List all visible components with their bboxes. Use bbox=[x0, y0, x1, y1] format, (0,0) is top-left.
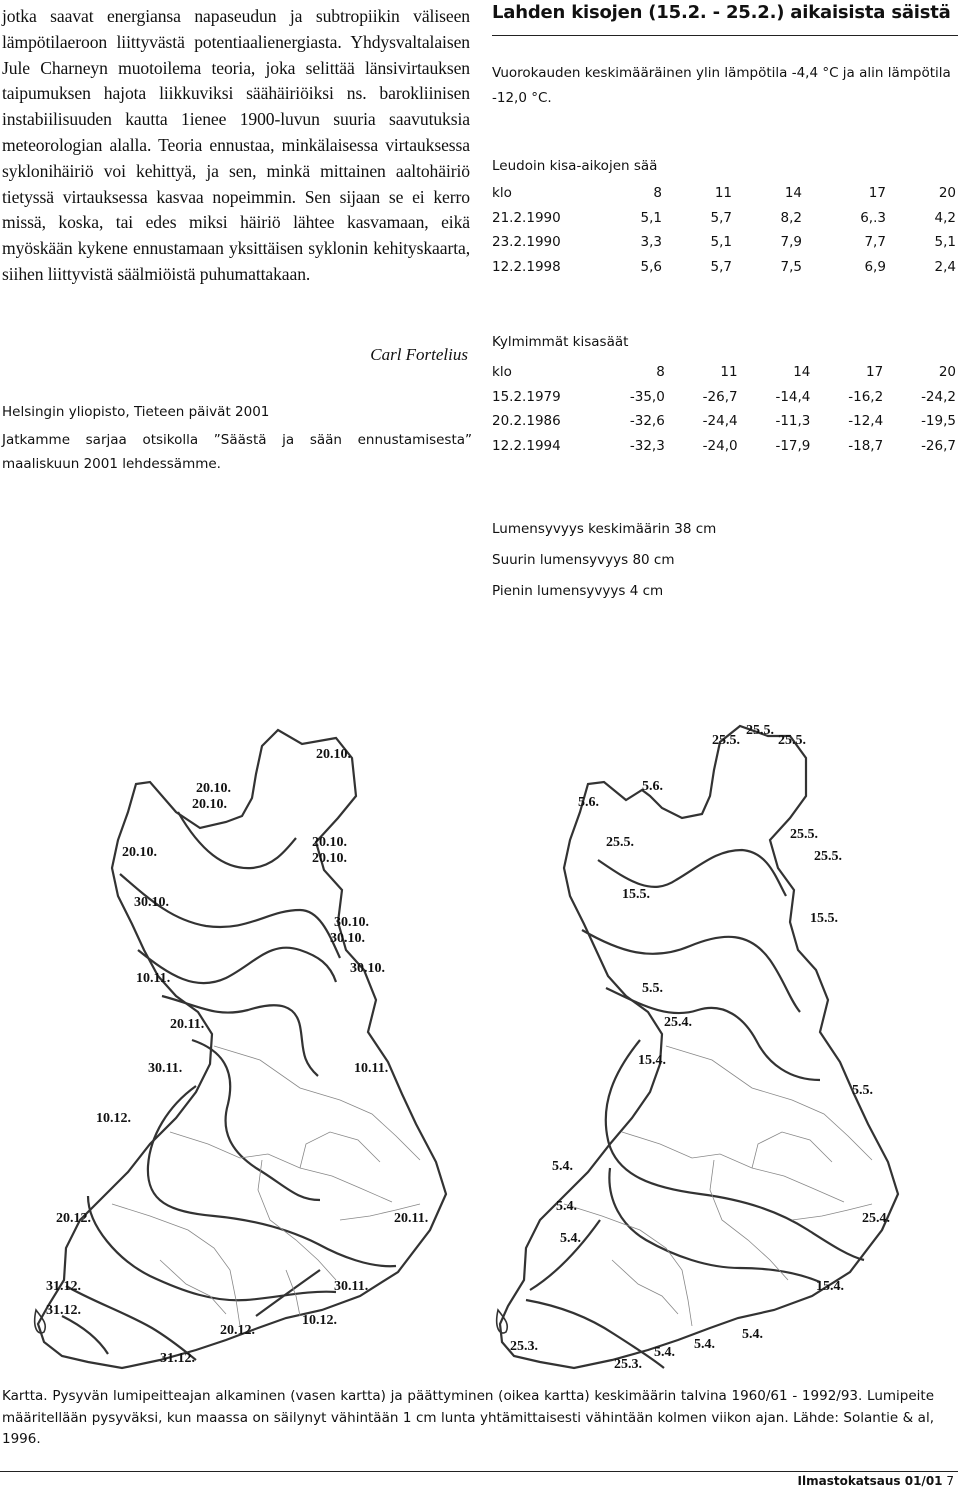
map-label: 10.12. bbox=[96, 1111, 131, 1126]
snow-max: Suurin lumensyvyys 80 cm bbox=[492, 552, 675, 568]
title-rule bbox=[492, 35, 958, 36]
right-map-outline bbox=[500, 726, 898, 1368]
table-cell: -26,7 bbox=[921, 437, 956, 454]
table-cell: 7,9 bbox=[780, 234, 802, 250]
map-label: 20.11. bbox=[170, 1017, 205, 1032]
header-cell: klo bbox=[492, 364, 512, 380]
map-label: 15.4. bbox=[638, 1053, 666, 1068]
header-cell: 11 bbox=[720, 364, 738, 380]
map-label: 5.6. bbox=[578, 795, 599, 810]
snow-average: Lumensyvyys keskimäärin 38 cm bbox=[492, 521, 717, 537]
header-cell: 14 bbox=[784, 185, 802, 201]
mild-weather-table bbox=[492, 185, 956, 283]
map-label: 5.4. bbox=[742, 1327, 763, 1342]
map-label: 25.5. bbox=[778, 733, 806, 748]
map-label: 5.4. bbox=[552, 1159, 573, 1174]
map-label: 5.4. bbox=[694, 1337, 715, 1352]
table-cell: -11,3 bbox=[775, 413, 811, 429]
header-cell: 17 bbox=[866, 364, 884, 380]
map-label: 5.6. bbox=[642, 779, 663, 794]
header-cell: 8 bbox=[653, 185, 662, 201]
table-row bbox=[492, 389, 956, 414]
map-label: 5.4. bbox=[560, 1231, 581, 1246]
table-row bbox=[492, 438, 956, 463]
map-label: 31.12. bbox=[46, 1279, 81, 1294]
table-cell: -26,7 bbox=[702, 388, 738, 405]
table-row bbox=[492, 210, 956, 235]
map-label: 10.12. bbox=[302, 1313, 337, 1328]
sidebar-title: Lahden kisojen (15.2. - 25.2.) aikaisista säistä bbox=[492, 2, 951, 23]
map-label: 25.3. bbox=[614, 1357, 642, 1372]
map-label: 10.11. bbox=[136, 971, 171, 986]
map-label: 15.5. bbox=[622, 887, 650, 902]
table-row bbox=[492, 259, 956, 284]
map-label: 25.4. bbox=[664, 1015, 692, 1030]
table-cell: 12.2.1998 bbox=[492, 258, 561, 275]
left-map-labels bbox=[46, 747, 428, 1366]
table-cell: -32,6 bbox=[629, 413, 665, 429]
cold-table-title: Kylmimmät kisasäät bbox=[492, 334, 629, 350]
map-label: 5.5. bbox=[642, 981, 663, 996]
table-row bbox=[492, 413, 956, 438]
table-header-row bbox=[492, 364, 956, 389]
map-label: 20.12. bbox=[220, 1323, 255, 1338]
map-label: 30.10. bbox=[134, 895, 169, 910]
cold-weather-table bbox=[492, 364, 956, 462]
table-cell: 15.2.1979 bbox=[492, 388, 561, 405]
article-column bbox=[2, 4, 470, 288]
right-map bbox=[497, 726, 898, 1368]
map-label: 20.12. bbox=[56, 1211, 91, 1226]
page-number: 7 bbox=[946, 1474, 954, 1488]
table-row bbox=[492, 234, 956, 259]
map-label: 30.11. bbox=[148, 1061, 183, 1076]
right-map-labels bbox=[510, 723, 890, 1372]
table-cell: 6,9 bbox=[864, 258, 886, 275]
table-cell: -24,2 bbox=[921, 388, 956, 405]
footer-rule bbox=[0, 1471, 958, 1472]
map-label: 20.10. bbox=[312, 851, 347, 866]
map-label: 25.5. bbox=[790, 827, 818, 842]
map-label: 5.4. bbox=[556, 1199, 577, 1214]
map-label: 5.4. bbox=[654, 1345, 675, 1360]
map-label: 30.10. bbox=[350, 961, 385, 976]
map-label: 30.10. bbox=[334, 915, 369, 930]
map-label: 20.10. bbox=[196, 781, 231, 796]
table-cell: 4,2 bbox=[934, 209, 956, 226]
map-label: 31.12. bbox=[46, 1303, 81, 1318]
table-cell: 5,1 bbox=[710, 234, 732, 250]
map-label: 31.12. bbox=[160, 1351, 195, 1366]
table-header-row bbox=[492, 185, 956, 210]
map-label: 30.11. bbox=[334, 1279, 369, 1294]
table-cell: 2,4 bbox=[934, 258, 956, 275]
table-cell: 7,5 bbox=[780, 258, 802, 275]
header-cell: 20 bbox=[938, 364, 956, 380]
map-label: 25.5. bbox=[606, 835, 634, 850]
map-label: 30.10. bbox=[330, 931, 365, 946]
table-cell: 5,7 bbox=[710, 258, 732, 275]
table-cell: -24,4 bbox=[702, 413, 738, 429]
table-cell: 5,1 bbox=[640, 209, 662, 226]
map-label: 15.5. bbox=[810, 911, 838, 926]
table-cell: 20.2.1986 bbox=[492, 413, 561, 429]
map-label: 25.4. bbox=[862, 1211, 890, 1226]
table-cell: 3,3 bbox=[640, 234, 662, 250]
table-cell: -24,0 bbox=[702, 437, 738, 454]
map-label: 10.11. bbox=[354, 1061, 389, 1076]
table-cell: 5,1 bbox=[934, 234, 956, 250]
map-label: 15.4. bbox=[816, 1279, 844, 1294]
table-cell: -18,7 bbox=[848, 437, 884, 454]
map-label: 5.5. bbox=[852, 1083, 873, 1098]
table-cell: 12.2.1994 bbox=[492, 437, 561, 454]
table-cell: 7,7 bbox=[864, 234, 886, 250]
header-cell: 14 bbox=[793, 364, 811, 380]
map-label: 25.5. bbox=[814, 849, 842, 864]
left-map bbox=[35, 730, 446, 1368]
snow-depth-list bbox=[492, 514, 716, 607]
source-line: Helsingin yliopisto, Tieteen päivät 2001 bbox=[2, 404, 270, 420]
table-cell: -32,3 bbox=[629, 437, 665, 454]
page-footer bbox=[798, 1474, 954, 1488]
publication-name: Ilmastokatsaus 01/01 bbox=[797, 1474, 943, 1488]
table-cell: -12,4 bbox=[848, 413, 884, 429]
snow-min: Pienin lumensyvyys 4 cm bbox=[492, 583, 664, 599]
author-name: Carl Fortelius bbox=[370, 345, 468, 364]
map-label: 20.10. bbox=[122, 845, 157, 860]
mild-table-title: Leudoin kisa-aikojen sää bbox=[492, 158, 658, 174]
table-cell: -19,5 bbox=[921, 413, 956, 429]
map-label: 20.10. bbox=[192, 797, 227, 812]
table-cell: 21.2.1990 bbox=[492, 209, 561, 226]
article-paragraph: jotka saavat energiansa napaseudun ja subtropiikin väliseen lämpötilaeroon liittyvästä potentiaalienergiasta. Yhdysvaltalaisen Jule Charneyn muotoilema teoria, joka selittää länsivirtauksen taipumuksen hajota liikkuviksi säähäiriöiksi ns. barokliinisen instabiilisuuden kautta 1ienee 1900-luvun suuria saavutuksia meteorologian alalla. Teoria ennustaa, minkälaisessa virtauksessa syklonihäiriö voi kehittyä, ja sen, minkä mittainen aaltohäiriö tietyssä virtauksessa kasvaa nopeimmin. Sen sijaan se ei kerro missä, koska, tai edes miksi häiriö lähtee kasvamaan, eikä myöskään kykene ennustamaan yksittäisen syklonin kehityskaarta, siihen liittyvistä säälmiöistä puhumattakaan. bbox=[2, 6, 470, 284]
table-cell: 5,7 bbox=[710, 209, 732, 226]
table-cell: -35,0 bbox=[629, 388, 665, 405]
map-label: 25.5. bbox=[746, 723, 774, 738]
table-cell: -17,9 bbox=[775, 437, 811, 454]
header-cell: 17 bbox=[868, 185, 886, 201]
table-cell: -14,4 bbox=[775, 388, 811, 405]
header-cell: 8 bbox=[656, 364, 665, 380]
left-map-outline bbox=[38, 730, 446, 1368]
map-label: 25.3. bbox=[510, 1339, 538, 1354]
sidebar-intro: Vuorokauden keskimääräinen ylin lämpötila -4,4 °C ja alin lämpötila -12,0 °C. bbox=[492, 65, 951, 106]
table-cell: 23.2.1990 bbox=[492, 234, 561, 250]
header-cell: 11 bbox=[714, 185, 732, 201]
map-label: 25.5. bbox=[712, 733, 740, 748]
series-note: Jatkamme sarjaa otsikolla ”Säästä ja sään ennustamisesta” maaliskuun 2001 lehdessämme. bbox=[2, 432, 472, 472]
map-caption: Kartta. Pysyvän lumipeitteajan alkaminen (vasen kartta) ja päättyminen (oikea kartta) keskimäärin talvina 1960/61 - 1992/93. Lumipeite määritellään pysyväksi, kun maassa on säilynyt vähintään 1 cm lunta yhtämittaisesti vähintään kolmen viikon ajan. Lähde: Solantie & al, 1996. bbox=[2, 1388, 934, 1447]
table-cell: 6,.3 bbox=[860, 209, 886, 226]
table-cell: -16,2 bbox=[848, 388, 884, 405]
snow-cover-maps bbox=[0, 700, 960, 1380]
table-cell: 8,2 bbox=[780, 209, 802, 226]
map-label: 20.11. bbox=[394, 1211, 429, 1226]
table-cell: 5,6 bbox=[640, 258, 662, 275]
map-label: 20.10. bbox=[316, 747, 351, 762]
map-label: 20.10. bbox=[312, 835, 347, 850]
header-cell: klo bbox=[492, 185, 512, 201]
header-cell: 20 bbox=[938, 185, 956, 201]
